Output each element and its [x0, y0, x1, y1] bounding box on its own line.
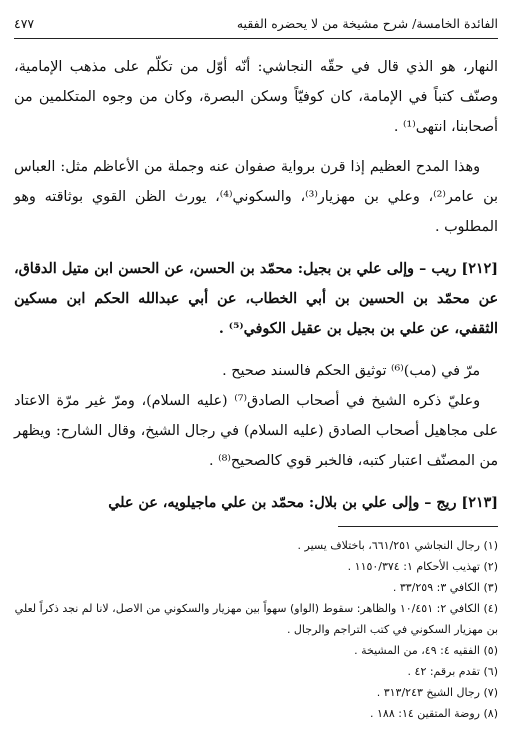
- main-text: [14, 52, 498, 518]
- footnote: (٦) تقدم برقم: ٤٢ .: [407, 665, 498, 678]
- running-title: الفائدة الخامسة/ شرح مشيخة من لا يحضره الفقيه: [236, 15, 498, 31]
- footnote: (٨) روضة المتقين ١٤: ١٨٨ .: [370, 707, 498, 720]
- footnote-rule: [338, 526, 498, 527]
- book-page: [14, 10, 498, 740]
- page-number: ٤٧٧: [14, 15, 35, 31]
- footnote: (٧) رجال الشيخ ٣١٣/٢٤٣ .: [376, 686, 498, 699]
- footnote: (٥) الفقيه ٤: ٤٩، من المشيخة .: [354, 644, 498, 657]
- footnote: (٢) تهذيب الأحكام ١: ١١٥٠/٣٧٤ .: [347, 560, 498, 573]
- running-header: [14, 10, 498, 36]
- footnote: (٤) الكافي ٢: ١٠/٤٥١ والظاهر: سقوط (الواو) سهواً بين مهزيار والسكوني من الاصل، لانا لم نجد ذكراً لعلي بن مهزيار السكوني في كتب التراجم والرجال .: [14, 602, 498, 636]
- footnotes: [14, 526, 498, 724]
- header-rule: [14, 38, 498, 39]
- paragraph: مرّ في (مب)⁽⁶⁾ توثيق الحكم فالسند صحيح .: [222, 363, 480, 379]
- paragraph: وعليّ ذكره الشيخ في أصحاب الصادق⁽⁷⁾ (عليه السلام)، ومرّ غير مرّة الاعتاد على مجاهيل أصحاب الصادق (عليه السلام) في رجال الشيخ، وقال الشارح: ويظهر من المصنّف اعتبار كتبه، فالخبر قوي كالصحيح⁽⁸⁾ .: [14, 393, 498, 469]
- entry-heading-212: [٢١٢] ريب – وإلى علي بن بجيل: محمّد بن الحسن، عن الحسن ابن متيل الدقاق، عن محمّد بن الحسين بن أبي الخطاب، عن أبي عبدالله الحكم ابن مسكين الثقفي، عن علي بن بجيل بن عقيل الكوفي⁽⁵⁾ .: [14, 261, 498, 337]
- footnote: (١) رجال النجاشي ٦٦١/٢٥١، باختلاف يسير .: [297, 539, 498, 552]
- entry-heading-213: [٢١٣] ريج – وإلى علي بن بلال: محمّد بن علي ماجيلويه، عن علي: [108, 495, 498, 511]
- footnote: (٣) الكافي ٣: ٣٣/٢٥٩ .: [392, 581, 498, 594]
- paragraph: وهذا المدح العظيم إذا قرن برواية صفوان عنه وجملة من الأعاظم مثل: العباس بن عامر⁽²⁾، وعلي بن مهزيار⁽³⁾، والسكوني⁽⁴⁾، يورث الظن القوي بوثاقته وهو المطلوب .: [14, 159, 498, 235]
- paragraph: النهار، هو الذي قال في حقّه النجاشي: أنّه أوّل من تكلّم على مذهب الإمامية، وصنّف كتباً في الإمامة، كان كوفيّاً وسكن البصرة، وكان من وجوه المتكلمين من أصحابنا، انتهى⁽¹⁾ .: [14, 59, 498, 135]
